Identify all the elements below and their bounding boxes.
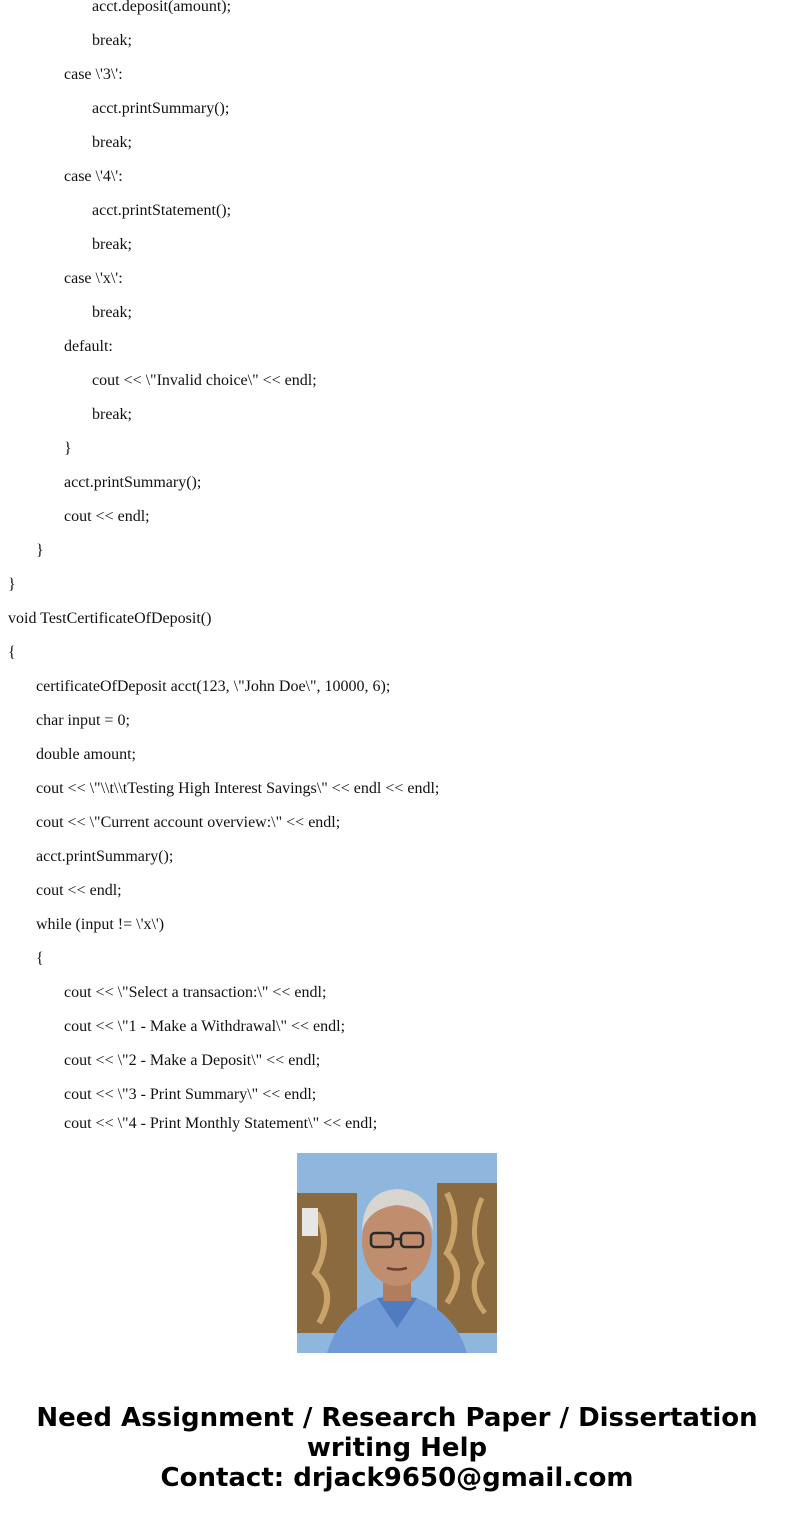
code-line: cout << \"Invalid choice\" << endl; <box>92 372 317 389</box>
code-line: cout << \"\\t\\tTesting High Interest Savings\" << endl << endl; <box>36 780 440 797</box>
code-line-cutoff: cout << \"4 - Print Monthly Statement\" << endl; <box>64 1115 378 1132</box>
code-line: break; <box>92 236 132 253</box>
code-line: while (input != \'x\') <box>36 916 165 933</box>
code-line: { <box>8 644 16 661</box>
code-line: cout << \"2 - Make a Deposit\" << endl; <box>64 1052 321 1069</box>
code-line: } <box>8 576 16 593</box>
footer-contact: Contact: drjack9650@gmail.com <box>160 1463 634 1493</box>
code-line: { <box>36 950 44 967</box>
code-line: acct.printSummary(); <box>36 848 174 865</box>
person-photo-icon <box>297 1153 497 1353</box>
code-line: acct.deposit(amount); <box>92 0 232 15</box>
code-line: double amount; <box>36 746 136 763</box>
code-line: case \'4\': <box>64 168 123 185</box>
code-line: acct.printSummary(); <box>92 100 230 117</box>
footer-headline: Need Assignment / Research Paper / Dissertation <box>36 1403 758 1433</box>
code-line: break; <box>92 134 132 151</box>
code-line: break; <box>92 406 132 423</box>
code-line: cout << \"3 - Print Summary\" << endl; <box>64 1086 317 1103</box>
code-line: default: <box>64 338 113 355</box>
code-line: cout << \"Current account overview:\" << endl; <box>36 814 341 831</box>
code-line: case \'x\': <box>64 270 123 287</box>
code-line: cout << \"1 - Make a Withdrawal\" << endl; <box>64 1018 346 1035</box>
code-line: cout << endl; <box>64 508 150 525</box>
code-line: char input = 0; <box>36 712 130 729</box>
code-line: case \'3\': <box>64 66 123 83</box>
code-line: cout << \"Select a transaction:\" << endl; <box>64 984 327 1001</box>
footer-subheadline: writing Help <box>306 1433 488 1463</box>
code-line: break; <box>92 32 132 49</box>
code-line: cout << endl; <box>36 882 122 899</box>
code-line: acct.printSummary(); <box>64 474 202 491</box>
code-line: } <box>36 542 44 559</box>
code-line: break; <box>92 304 132 321</box>
code-line: void TestCertificateOfDeposit() <box>8 610 212 627</box>
author-avatar <box>297 1153 497 1353</box>
code-line: } <box>64 440 72 457</box>
code-line: acct.printStatement(); <box>92 202 232 219</box>
code-line: certificateOfDeposit acct(123, \"John Doe\", 10000, 6); <box>36 678 391 695</box>
contact-footer <box>0 1403 794 1493</box>
